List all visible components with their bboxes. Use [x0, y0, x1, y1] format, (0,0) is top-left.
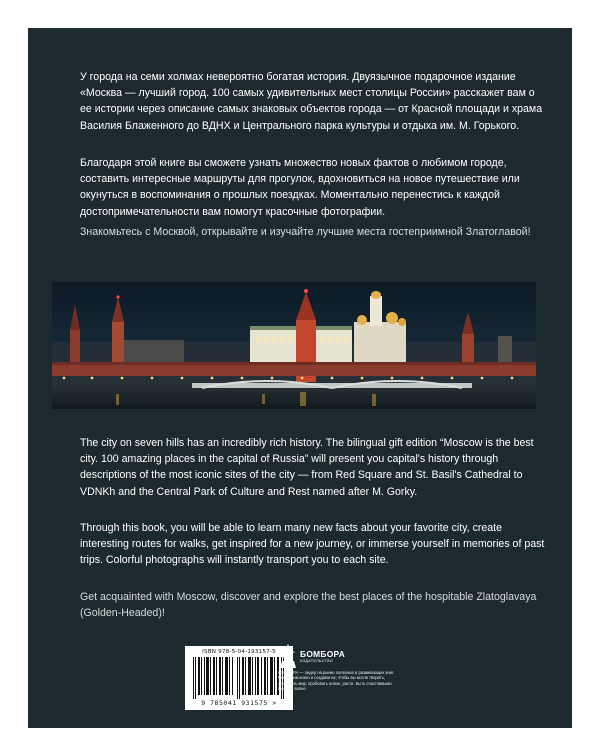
book-back-cover [28, 28, 572, 728]
barcode-number: 9 785041 931575 > [201, 699, 277, 707]
english-paragraph-1: The city on seven hills has an incredibly rich history. The bilingual gift edition “Moscow is the best city. 100 amazing places in the capital of Russia” will present you capital's history through descriptions of the most iconic sites of the city — from Red Square and St. Basil's Cathedral to VDNKh and the Central Park of Culture and Rest named after M. Gorky. [80, 437, 534, 498]
bombora-logo-icon [278, 643, 298, 669]
publisher-description: БОМБОРА — лидер на рынке полезных и развивающих книг. Мы любим книги и создаем их, чтобы вы могли творить, открывать мир, пробовать новое, расти. Быть счастливыми. Быть на волне. [278, 670, 395, 691]
isbn-label: ISBN 978-5-04-193157-5 [202, 649, 276, 655]
barcode-bars [191, 657, 287, 699]
publisher-name: БОМБОРА [300, 649, 346, 659]
publisher-subtitle: ИЗДАТЕЛЬСТВО [300, 659, 334, 663]
russian-paragraph-2: Благодаря этой книге вы сможете узнать множество новых фактов о любимом городе, составить интересные маршруты для прогулок, вдохновиться на новое путешествие или окунуться в воспоминания о прошлых поездках. Моментально перенестись к каждой достопримечательности вам помогут красочные фотографии. [80, 157, 520, 218]
kremlin-night-photo [52, 282, 536, 409]
isbn-barcode [185, 646, 293, 710]
kremlin-night-illustration [52, 282, 536, 409]
russian-paragraph-1: У города на семи холмах невероятно богатая история. Двуязычное подарочное издание «Москва — лучший город. 100 самых удивительных мест столицы России» расскажет вам о ее истории через описание самых знаковых объектов города — от Красной площади и храма Василия Блаженного до ВДНХ и Центрального парка культуры и отдыха им. М. Горького. [80, 71, 543, 132]
english-paragraph-3: Get acquainted with Moscow, discover and explore the best places of the hospitable Zlatoglavaya (Golden-Headed)! [80, 591, 537, 620]
publisher-block [278, 643, 400, 713]
english-paragraph-2: Through this book, you will be able to learn many new facts about your favorite city, create interesting routes for walks, get inspired for a new journey, or immerse yourself in memories of past trips. Colorful photographs will instantly transport you to each site. [80, 522, 545, 567]
russian-paragraph-3: Знакомьтесь с Москвой, открывайте и изучайте лучшие места гостеприимной Златоглавой! [80, 226, 531, 238]
